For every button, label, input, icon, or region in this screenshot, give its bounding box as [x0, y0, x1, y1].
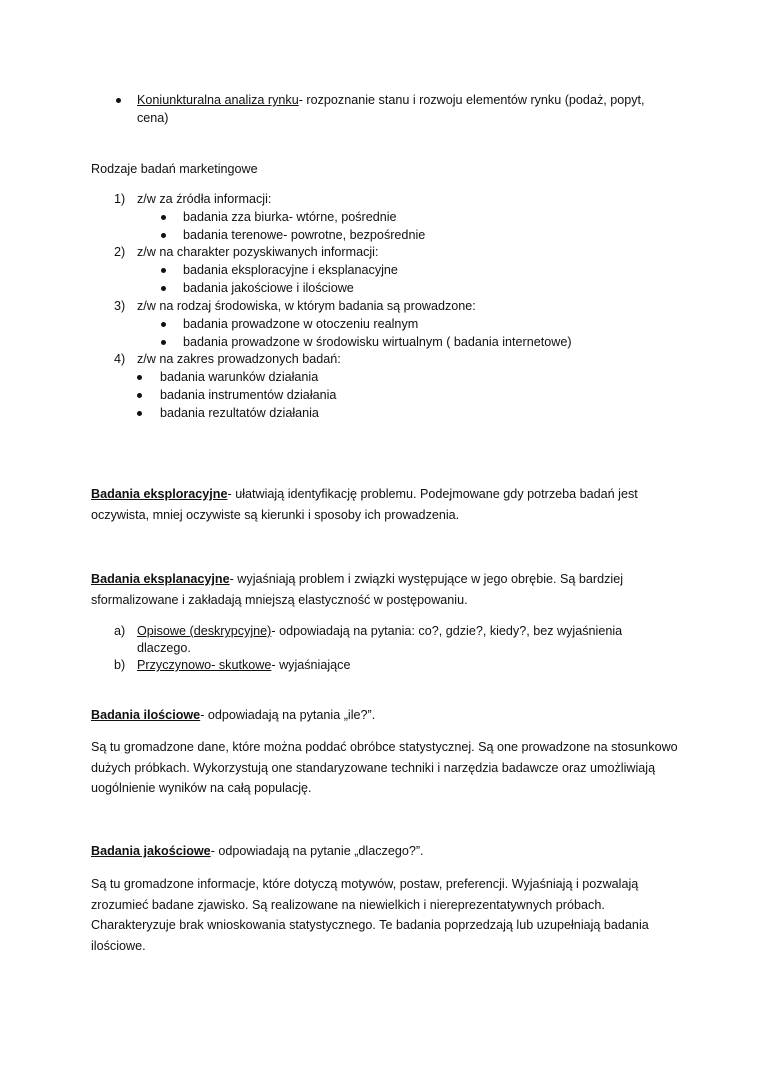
- bullet-icon: [161, 340, 166, 345]
- quantitative-text: - odpowiadają na pytania „ile?”.: [200, 708, 376, 722]
- list-item: badania terenowe- powrotne, bezpośrednie: [183, 228, 426, 242]
- qualitative-body: Są tu gromadzone informacje, które dotyczą motywów, postaw, preferencji. Wyjaśniają i pozwalają zrozumieć badane zjawisko. Są realizowane na niewielkich i niereprezentatywnych próbach. Charakteryzuje brak wnioskowania statystycznego. Te badania poprzedzają lub uzupełniają badania ilościowe.: [91, 877, 649, 953]
- bullet-icon: [161, 233, 166, 238]
- group-label: z/w na rodzaj środowiska, w którym badania są prowadzone:: [137, 299, 476, 313]
- group-number: 3): [114, 299, 126, 313]
- bullet-icon: [161, 215, 166, 220]
- group-number: 1): [114, 192, 126, 206]
- intro-term: Koniunkturalna analiza rynku: [137, 93, 299, 107]
- sub-definition: - wyjaśniające: [271, 658, 351, 672]
- exploratory-paragraph: [91, 484, 681, 525]
- exploratory-term: Badania eksploracyjne: [91, 487, 228, 501]
- sub-item: [137, 623, 622, 640]
- explanatory-paragraph: [91, 569, 681, 610]
- exploratory-text: - ułatwiają identyfikację problemu. Podejmowane gdy potrzeba badań jest oczywista, mniej oczywiste są kierunki i sposoby ich prowadzenia.: [91, 487, 638, 522]
- qualitative-text: - odpowiadają na pytanie „dlaczego?”.: [210, 844, 424, 858]
- bullet-icon: [161, 322, 166, 327]
- sub-term: Opisowe (deskrypcyjne): [137, 624, 272, 638]
- sub-item: [137, 657, 350, 674]
- bullet-icon: [116, 98, 121, 103]
- sub-definition-line-2: dlaczego.: [137, 641, 191, 655]
- list-item: badania prowadzone w środowisku wirtualnym ( badania internetowe): [183, 335, 572, 349]
- sub-letter: b): [114, 658, 126, 672]
- list-item: badania warunków działania: [160, 370, 319, 384]
- sub-term: Przyczynowo- skutkowe: [137, 658, 272, 672]
- qualitative-term: Badania jakościowe: [91, 844, 211, 858]
- explanatory-term: Badania eksplanacyjne: [91, 572, 230, 586]
- list-item: badania jakościowe i ilościowe: [183, 281, 354, 295]
- sub-letter: a): [114, 624, 126, 638]
- quantitative-heading: [91, 707, 375, 724]
- quantitative-term: Badania ilościowe: [91, 708, 201, 722]
- list-item: badania zza biurka- wtórne, pośrednie: [183, 210, 397, 224]
- group-label: z/w na zakres prowadzonych badań:: [137, 352, 341, 366]
- intro-line-2: cena): [137, 111, 169, 125]
- qualitative-heading: [91, 843, 424, 860]
- types-heading: Rodzaje badań marketingowe: [91, 162, 258, 176]
- quantitative-body: Są tu gromadzone dane, które można poddać obróbce statystycznej. Są one prowadzone na stosunkowo dużych próbkach. Wykorzystują one standaryzowane techniki i narzędzia badawcze oraz umożliwiają uogólnienie wyników na całą populację.: [91, 740, 678, 795]
- group-number: 2): [114, 245, 126, 259]
- bullet-icon: [137, 393, 142, 398]
- intro-line: [137, 92, 645, 109]
- explanatory-text: - wyjaśniają problem i związki występujące w jego obrębie. Są bardziej sformalizowane i zakładają mniejszą elastyczność w postępowaniu.: [91, 572, 623, 607]
- list-item: badania instrumentów działania: [160, 388, 337, 402]
- bullet-icon: [161, 268, 166, 273]
- bullet-icon: [137, 375, 142, 380]
- group-label: z/w za źródła informacji:: [137, 192, 272, 206]
- bullet-icon: [161, 286, 166, 291]
- bullet-icon: [137, 411, 142, 416]
- intro-definition: - rozpoznanie stanu i rozwoju elementów rynku (podaż, popyt,: [298, 93, 645, 107]
- list-item: badania rezultatów działania: [160, 406, 319, 420]
- list-item: badania prowadzone w otoczeniu realnym: [183, 317, 419, 331]
- list-item: badania eksploracyjne i eksplanacyjne: [183, 263, 398, 277]
- group-number: 4): [114, 352, 126, 366]
- group-label: z/w na charakter pozyskiwanych informacji:: [137, 245, 379, 259]
- sub-definition: - odpowiadają na pytania: co?, gdzie?, kiedy?, bez wyjaśnienia: [271, 624, 623, 638]
